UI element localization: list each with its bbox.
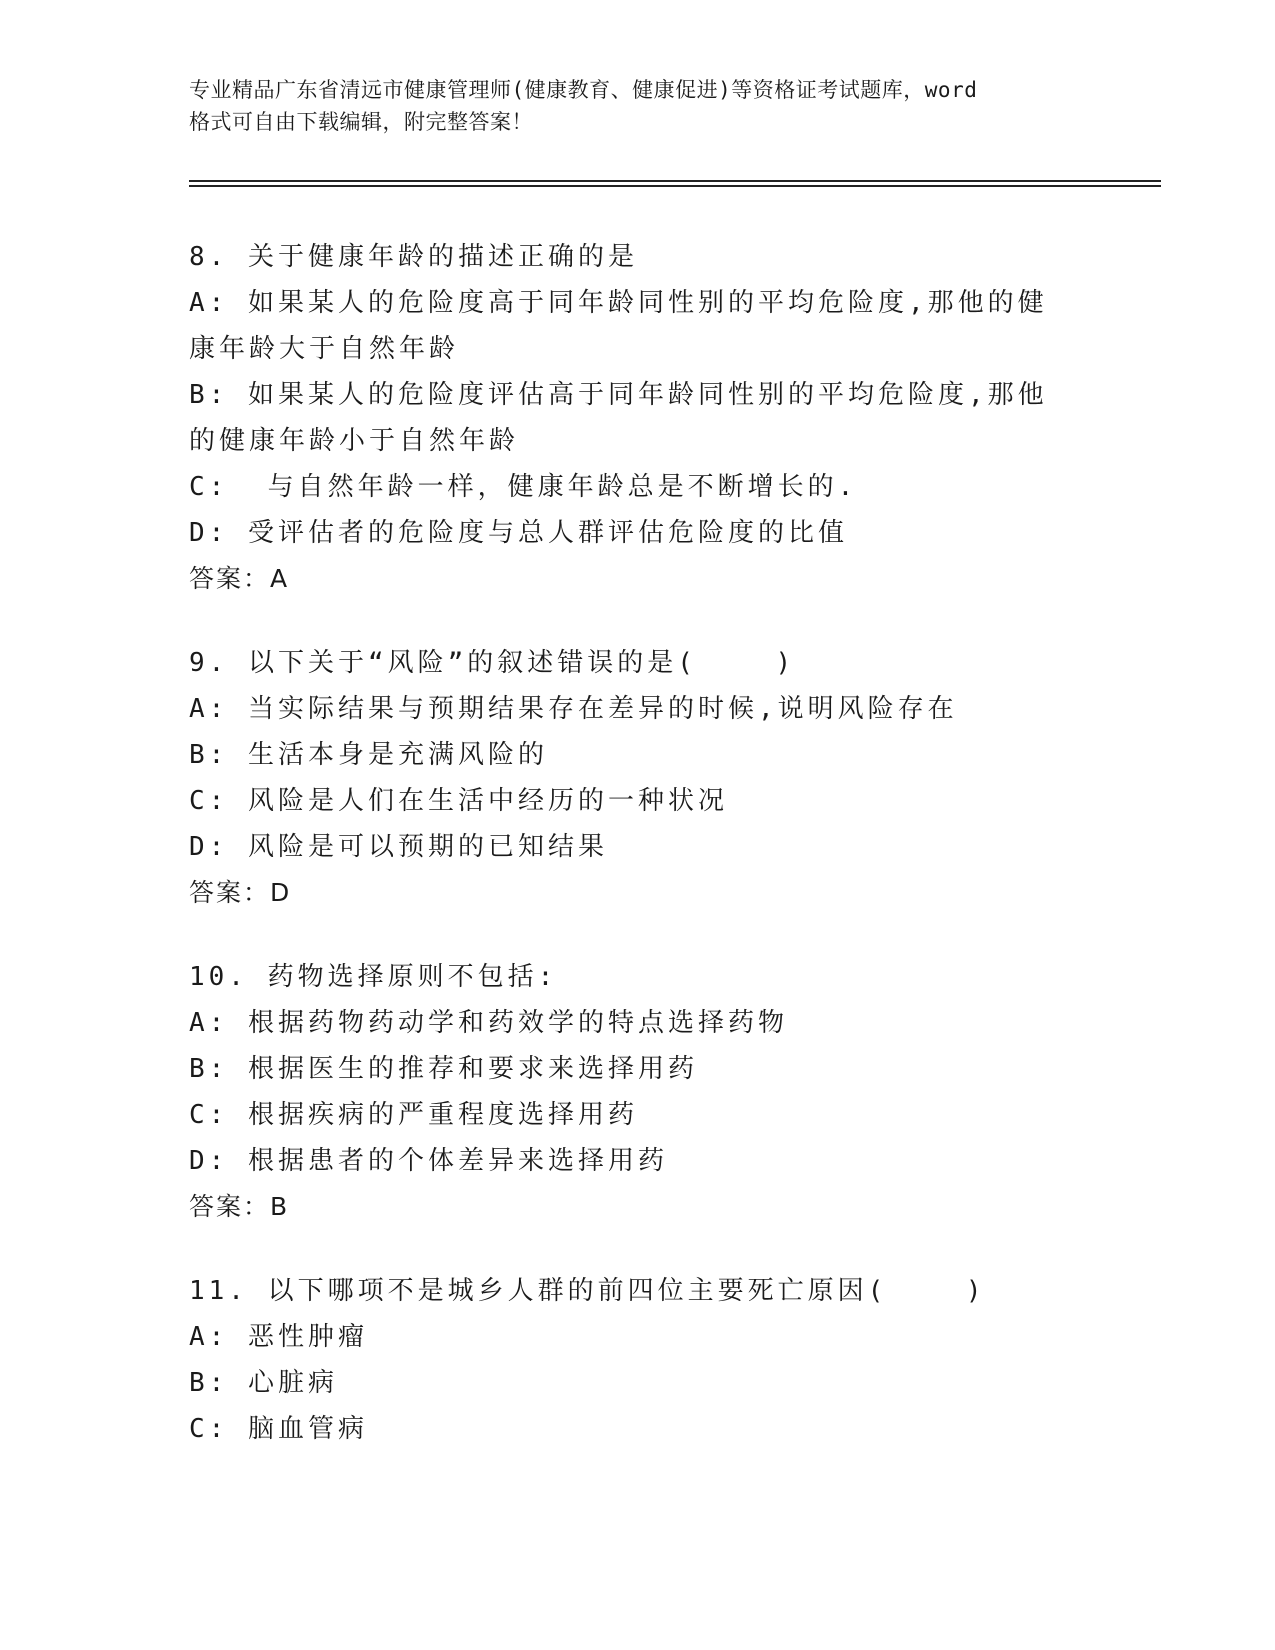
header-line-2: 格式可自由下载编辑，附完整答案！ [189, 110, 533, 134]
option-b: B: 生活本身是充满风险的 [189, 740, 548, 770]
header-divider-bottom [189, 185, 1161, 187]
option-a: A: 恶性肿瘤 [189, 1322, 368, 1352]
option-d: D: 受评估者的危险度与总人群评估危险度的比值 [189, 518, 848, 548]
option-c: C: 脑血管病 [189, 1414, 368, 1444]
document-header [189, 74, 1089, 138]
header-divider-top [189, 180, 1161, 182]
answer-label: 答案：B [189, 1192, 290, 1221]
option-d: D: 风险是可以预期的已知结果 [189, 832, 608, 862]
option-c: C: 与自然年龄一样，健康年龄总是不断增长的. [189, 472, 858, 502]
question-8 [189, 234, 1089, 602]
question-stem: 10. 药物选择原则不包括: [189, 962, 558, 992]
option-a: A: 当实际结果与预期结果存在差异的时候,说明风险存在 [189, 694, 958, 724]
option-c: C: 根据疾病的严重程度选择用药 [189, 1100, 638, 1130]
question-stem: 8. 关于健康年龄的描述正确的是 [189, 242, 638, 272]
header-line-1: 专业精品广东省清远市健康管理师(健康教育、健康促进)等资格证考试题库，word [189, 78, 978, 102]
option-a: A: 如果某人的危险度高于同年龄同性别的平均危险度,那他的健康年龄大于自然年龄 [189, 288, 1048, 364]
answer-label: 答案：A [189, 564, 290, 593]
option-b: B: 心脏病 [189, 1368, 338, 1398]
question-list [189, 234, 1089, 1490]
question-stem: 9. 以下关于“风险”的叙述错误的是( ) [189, 648, 796, 678]
question-10 [189, 954, 1089, 1230]
question-9 [189, 640, 1089, 916]
option-d: D: 根据患者的个体差异来选择用药 [189, 1146, 668, 1176]
answer-label: 答案：D [189, 878, 292, 907]
option-a: A: 根据药物药动学和药效学的特点选择药物 [189, 1008, 788, 1038]
option-b: B: 如果某人的危险度评估高于同年龄同性别的平均危险度,那他的健康年龄小于自然年龄 [189, 380, 1048, 456]
option-b: B: 根据医生的推荐和要求来选择用药 [189, 1054, 698, 1084]
option-c: C: 风险是人们在生活中经历的一种状况 [189, 786, 728, 816]
question-11 [189, 1268, 1089, 1452]
question-stem: 11. 以下哪项不是城乡人群的前四位主要死亡原因( ) [189, 1276, 986, 1306]
